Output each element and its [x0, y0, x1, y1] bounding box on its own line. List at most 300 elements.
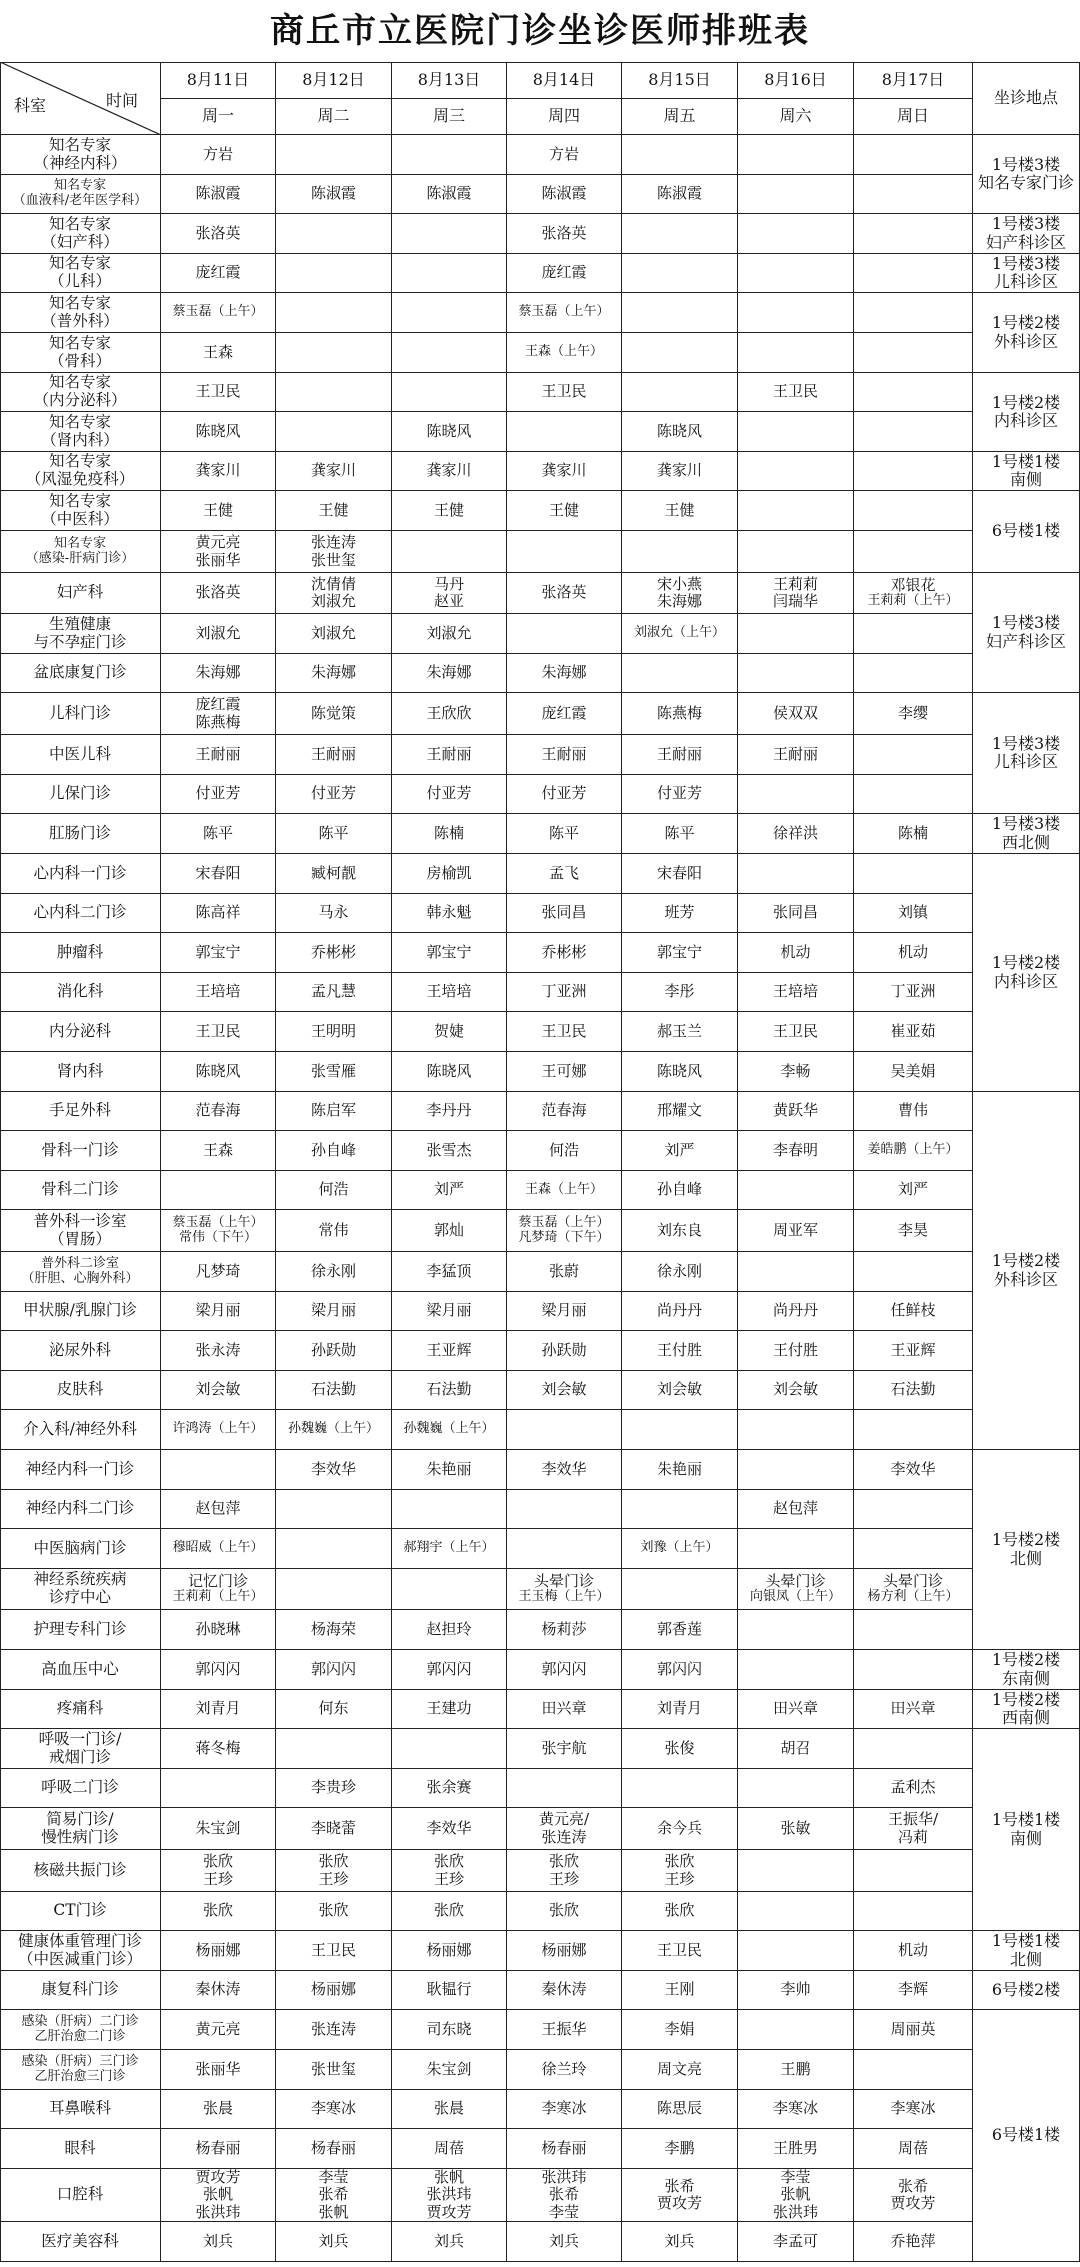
schedule-cell	[507, 2090, 622, 2129]
schedule-cell	[392, 1931, 507, 1971]
doctor-name: 张连涛	[541, 1827, 587, 1846]
schedule-cell	[622, 1450, 738, 1490]
doctor-name: 朱宝剑	[195, 1818, 241, 1837]
schedule-cell	[161, 2222, 276, 2262]
location-cell	[973, 1650, 1080, 1690]
doctor-name: 侯双双	[772, 703, 818, 722]
doctor-name: 刘豫（上午）	[640, 1540, 719, 1556]
doctor-name: 李寒冰	[310, 2099, 356, 2118]
schedule-cell	[161, 1292, 276, 1331]
doctor-name: 龚家川	[426, 461, 472, 480]
schedule-cell	[161, 1850, 276, 1892]
schedule-cell	[276, 1931, 392, 1971]
schedule-cell	[738, 614, 854, 654]
doctor-name: 头晕门诊	[882, 1571, 943, 1590]
doctor-name: 杨丽娜	[195, 1940, 241, 1959]
doctor-name: 张宇航	[541, 1738, 587, 1757]
schedule-cell	[738, 491, 854, 531]
doctor-name: 杨春丽	[541, 2138, 587, 2157]
schedule-cell	[161, 1371, 276, 1410]
schedule-cell	[507, 1931, 622, 1971]
schedule-cell	[854, 1690, 973, 1729]
schedule-cell	[854, 531, 973, 573]
schedule-cell	[738, 1769, 854, 1808]
department-name: CT门诊	[53, 1901, 107, 1920]
schedule-cell	[507, 573, 622, 614]
schedule-cell	[622, 1931, 738, 1971]
schedule-cell	[276, 1171, 392, 1210]
doctor-name: 李帅	[780, 1980, 811, 1999]
weekday-header: 周六	[738, 99, 854, 135]
doctor-name: 张帆	[318, 2202, 349, 2221]
location-cell	[973, 573, 1080, 693]
doctor-name: 王振华/	[887, 1810, 939, 1829]
doctor-name: 李效华	[541, 1459, 587, 1478]
schedule-cell	[161, 894, 276, 933]
schedule-cell	[622, 1850, 738, 1892]
doctor-name: 庞红霞	[195, 695, 241, 714]
department-cell	[0, 175, 161, 214]
schedule-cell	[161, 452, 276, 491]
schedule-cell	[392, 1292, 507, 1331]
doctor-name: 刘兵	[433, 2231, 464, 2250]
schedule-cell	[161, 293, 276, 333]
doctor-name: 李莹	[548, 2202, 579, 2221]
doctor-name: 王森	[202, 1140, 233, 1159]
department-name: （骨科）	[48, 351, 111, 370]
schedule-cell	[854, 1769, 973, 1808]
department-name: 疼痛科	[56, 1699, 104, 1718]
doctor-name: 头晕门诊	[533, 1571, 594, 1590]
doctor-name: 乔艳萍	[890, 2231, 936, 2250]
schedule-cell	[738, 1131, 854, 1171]
department-name: 呼吸二门诊	[41, 1778, 119, 1797]
schedule-cell	[161, 373, 276, 412]
doctor-name: 司东晓	[426, 2019, 472, 2038]
location-text: 西南侧	[1001, 1708, 1050, 1727]
schedule-cell	[622, 1892, 738, 1931]
doctor-name: 王森（上午）	[524, 344, 603, 360]
doctor-name: 张俊	[664, 1738, 695, 1757]
schedule-cell	[854, 1012, 973, 1052]
schedule-cell	[507, 491, 622, 531]
doctor-name: 张欣	[548, 1901, 579, 1920]
schedule-cell	[854, 1729, 973, 1769]
doctor-name: 郭宝宁	[426, 942, 472, 961]
location-text: 1号楼2楼	[991, 1650, 1061, 1670]
date-header: 8月15日	[622, 62, 738, 99]
schedule-cell	[392, 1171, 507, 1210]
doctor-name: 蔡玉磊（上午）	[172, 304, 264, 320]
doctor-name: 李缨	[897, 703, 928, 722]
location-cell	[973, 1690, 1080, 1729]
location-cell	[973, 293, 1080, 373]
doctor-name: 余今兵	[656, 1818, 702, 1837]
doctor-name: 冯莉	[897, 1827, 928, 1846]
schedule-cell	[392, 1131, 507, 1171]
doctor-name: 刘淑允	[426, 623, 472, 642]
schedule-cell	[276, 175, 392, 214]
schedule-cell	[738, 1331, 854, 1371]
schedule-cell	[392, 491, 507, 531]
schedule-cell	[622, 814, 738, 854]
date-header: 8月13日	[392, 62, 507, 99]
location-text: 1号楼1楼	[991, 1931, 1061, 1951]
department-cell	[0, 1450, 161, 1490]
schedule-cell	[276, 654, 392, 693]
doctor-name: 张希	[664, 2176, 695, 2195]
doctor-name: 张欣	[433, 1852, 464, 1871]
doctor-name: 陈淑霞	[310, 184, 356, 203]
doctor-name: 张希	[548, 2185, 579, 2204]
schedule-cell	[161, 531, 276, 573]
doctor-name: 乔彬彬	[310, 942, 356, 961]
schedule-cell	[738, 894, 854, 933]
location-text: 南侧	[1009, 470, 1042, 489]
doctor-name: 李贵珍	[310, 1778, 356, 1797]
schedule-cell	[507, 1331, 622, 1371]
doctor-name: 何浩	[548, 1140, 579, 1159]
schedule-cell	[161, 1729, 276, 1769]
schedule-cell	[738, 2129, 854, 2169]
location-text: 1号楼2楼	[991, 1530, 1061, 1550]
schedule-cell	[622, 854, 738, 894]
doctor-name: 刘青月	[656, 1699, 702, 1718]
location-cell	[973, 1092, 1080, 1450]
schedule-cell	[161, 1490, 276, 1529]
schedule-cell	[738, 1210, 854, 1252]
schedule-cell	[161, 2090, 276, 2129]
doctor-name: 王健	[318, 500, 349, 519]
department-name: 知名专家	[48, 412, 111, 431]
schedule-cell	[392, 1808, 507, 1850]
doctor-name: 崔亚茹	[890, 1021, 936, 1040]
doctor-name: 王珍	[202, 1869, 233, 1888]
schedule-cell	[622, 1171, 738, 1210]
weekday-header: 周一	[161, 99, 276, 135]
schedule-cell	[738, 1971, 854, 2010]
doctor-name: 李寒冰	[541, 2099, 587, 2118]
schedule-cell	[161, 1971, 276, 2010]
schedule-cell	[161, 2050, 276, 2090]
schedule-cell	[392, 1490, 507, 1529]
doctor-name: 尚丹丹	[772, 1301, 818, 1320]
doctor-name: 宋春阳	[656, 863, 702, 882]
schedule-cell	[392, 373, 507, 412]
doctor-name: 陈启军	[310, 1101, 356, 1120]
schedule-cell	[854, 214, 973, 254]
schedule-cell	[161, 933, 276, 973]
doctor-name: 韩永魁	[426, 903, 472, 922]
location-cell	[973, 373, 1080, 452]
schedule-cell	[392, 2169, 507, 2222]
doctor-name: 黄元亮	[195, 533, 241, 552]
doctor-name: 王莉莉（上午）	[172, 1589, 264, 1605]
schedule-cell	[276, 693, 392, 735]
doctor-name: 杨莉莎	[541, 1619, 587, 1638]
location-header: 坐诊地点	[973, 62, 1080, 135]
schedule-cell	[161, 1092, 276, 1131]
doctor-name: 陈楠	[897, 823, 928, 842]
doctor-name: 张欣	[202, 1901, 233, 1920]
schedule-cell	[392, 1529, 507, 1569]
doctor-name: 王玉梅（上午）	[518, 1589, 610, 1605]
doctor-name: 刘东良	[656, 1220, 702, 1239]
schedule-cell	[161, 2169, 276, 2222]
doctor-name: 赵担玲	[426, 1619, 472, 1638]
doctor-name: 付亚芳	[426, 784, 472, 803]
schedule-cell	[276, 614, 392, 654]
department-cell	[0, 854, 161, 894]
schedule-cell	[507, 1490, 622, 1529]
doctor-name: 张雪杰	[426, 1140, 472, 1159]
schedule-cell	[392, 573, 507, 614]
doctor-name: 李鹏	[664, 2138, 695, 2157]
schedule-cell	[507, 1210, 622, 1252]
doctor-name: 陈觉策	[310, 703, 356, 722]
schedule-cell	[622, 1769, 738, 1808]
location-text: 1号楼1楼	[991, 452, 1061, 471]
doctor-name: 张希	[897, 2176, 928, 2195]
schedule-cell	[738, 933, 854, 973]
location-text: 知名专家门诊	[977, 173, 1074, 192]
doctor-name: 张帆	[780, 2185, 811, 2204]
schedule-cell	[276, 933, 392, 973]
schedule-cell	[738, 2010, 854, 2050]
department-name: 诊疗中心	[48, 1588, 111, 1606]
schedule-cell	[507, 775, 622, 814]
department-name: 儿科门诊	[48, 703, 111, 722]
corner-header	[0, 62, 161, 135]
doctor-name: 张欣	[548, 1852, 579, 1871]
location-cell	[973, 2010, 1080, 2262]
doctor-name: 张丽华	[195, 550, 241, 569]
schedule-cell	[507, 373, 622, 412]
schedule-cell	[738, 654, 854, 693]
schedule-cell	[738, 2090, 854, 2129]
schedule-cell	[854, 1450, 973, 1490]
schedule-cell	[161, 175, 276, 214]
department-cell	[0, 1808, 161, 1850]
doctor-name: 张欣	[433, 1901, 464, 1920]
doctor-name: 付亚芳	[656, 784, 702, 803]
doctor-name: 穆昭威（上午）	[172, 1540, 264, 1556]
location-text: 6号楼1楼	[991, 521, 1061, 541]
schedule-cell	[854, 814, 973, 854]
schedule-cell	[392, 175, 507, 214]
schedule-cell	[622, 693, 738, 735]
doctor-name: 张欣	[318, 1901, 349, 1920]
department-cell	[0, 1131, 161, 1171]
doctor-name: 郭闪闪	[310, 1659, 356, 1678]
doctor-name: 张洪玮	[541, 2169, 587, 2187]
schedule-cell	[392, 2090, 507, 2129]
schedule-cell	[854, 1292, 973, 1331]
schedule-cell	[507, 2169, 622, 2222]
schedule-cell	[392, 1012, 507, 1052]
doctor-name: 机动	[780, 942, 811, 961]
schedule-cell	[276, 135, 392, 175]
schedule-cell	[276, 2090, 392, 2129]
department-cell	[0, 1252, 161, 1292]
doctor-name: 陈晓风	[656, 1061, 702, 1080]
doctor-name: 朱艳丽	[656, 1459, 702, 1478]
doctor-name: 王珍	[318, 1869, 349, 1888]
doctor-name: 张欣	[318, 1852, 349, 1871]
doctor-name: 赵亚	[433, 592, 464, 610]
doctor-name: 凡梦琦	[195, 1261, 241, 1280]
doctor-name: 赵包萍	[195, 1499, 241, 1518]
doctor-name: 李莹	[780, 2169, 811, 2187]
schedule-cell	[276, 1610, 392, 1650]
doctor-name: 郭宝宁	[195, 942, 241, 961]
department-cell	[0, 973, 161, 1012]
schedule-cell	[854, 894, 973, 933]
department-name: （内分泌科）	[33, 391, 127, 409]
schedule-cell	[276, 1529, 392, 1569]
doctor-name: 机动	[897, 942, 928, 961]
department-name: （感染-肝病门诊）	[25, 550, 135, 566]
schedule-cell	[276, 1131, 392, 1171]
department-name: 皮肤科	[56, 1380, 104, 1399]
department-cell	[0, 894, 161, 933]
doctor-name: 蔡玉磊（上午）	[518, 304, 610, 320]
department-cell	[0, 573, 161, 614]
doctor-name: 孟凡慧	[310, 982, 356, 1001]
location-text: 妇产科诊区	[985, 232, 1066, 252]
doctor-name: 耿韫行	[426, 1980, 472, 1999]
schedule-cell	[276, 1052, 392, 1092]
doctor-name: 周亚军	[772, 1220, 818, 1239]
department-cell	[0, 654, 161, 693]
schedule-cell	[738, 1729, 854, 1769]
department-name: 普外科一诊室	[33, 1211, 127, 1230]
doctor-name: 王森	[202, 342, 233, 361]
schedule-cell	[507, 1131, 622, 1171]
department-cell	[0, 1892, 161, 1931]
schedule-cell	[738, 814, 854, 854]
doctor-name: 刘兵	[548, 2231, 579, 2250]
location-text: 1号楼2楼	[991, 313, 1061, 333]
doctor-name: 郝翔宇（上午）	[403, 1540, 495, 1556]
department-cell	[0, 1850, 161, 1892]
doctor-name: 邓银花	[890, 575, 936, 594]
schedule-cell	[738, 1410, 854, 1450]
schedule-cell	[854, 135, 973, 175]
schedule-cell	[854, 1490, 973, 1529]
doctor-name: 张洛英	[541, 583, 587, 602]
location-text: 北侧	[1009, 1949, 1042, 1969]
schedule-cell	[622, 1690, 738, 1729]
schedule-cell	[161, 1131, 276, 1171]
schedule-cell	[276, 775, 392, 814]
schedule-cell	[622, 1331, 738, 1371]
doctor-name: 李猛顶	[426, 1261, 472, 1280]
schedule-cell	[738, 1529, 854, 1569]
doctor-name: 杨海荣	[310, 1619, 356, 1638]
schedule-cell	[622, 2050, 738, 2090]
schedule-cell	[738, 854, 854, 894]
department-name: （血液科/老年医学科）	[12, 193, 148, 208]
schedule-cell	[854, 1171, 973, 1210]
department-cell	[0, 1610, 161, 1650]
schedule-cell	[622, 452, 738, 491]
location-text: 1号楼1楼	[991, 1810, 1061, 1830]
schedule-cell	[854, 973, 973, 1012]
schedule-cell	[392, 2129, 507, 2169]
doctor-name: 石法勤	[890, 1380, 936, 1399]
schedule-cell	[392, 1092, 507, 1131]
location-cell	[973, 1971, 1080, 2010]
doctor-name: 张欣	[664, 1852, 695, 1871]
doctor-name: 王卫民	[541, 382, 587, 401]
location-text: 妇产科诊区	[985, 631, 1066, 651]
schedule-cell	[854, 412, 973, 452]
schedule-cell	[622, 2129, 738, 2169]
schedule-cell	[161, 1252, 276, 1292]
doctor-name: 杨春丽	[310, 2138, 356, 2157]
department-name: 康复科门诊	[41, 1980, 119, 1999]
schedule-cell	[738, 1808, 854, 1850]
schedule-cell	[738, 1650, 854, 1690]
location-text: 内科诊区	[993, 411, 1058, 430]
department-name: 普外科二诊室	[40, 1255, 119, 1271]
schedule-cell	[161, 693, 276, 735]
date-header: 8月14日	[507, 62, 622, 99]
doctor-name: 郭闪闪	[656, 1659, 702, 1678]
doctor-name: 张欣	[202, 1852, 233, 1871]
doctor-name: 丁亚洲	[541, 982, 587, 1001]
doctor-name: 王亚辉	[890, 1340, 936, 1359]
department-name: （风湿免疫科）	[25, 470, 135, 488]
schedule-cell	[507, 1371, 622, 1410]
doctor-name: 李效华	[426, 1818, 472, 1837]
schedule-cell	[507, 1410, 622, 1450]
schedule-cell	[622, 1410, 738, 1450]
department-cell	[0, 1092, 161, 1131]
schedule-cell	[622, 1052, 738, 1092]
schedule-cell	[738, 214, 854, 254]
schedule-cell	[392, 1331, 507, 1371]
department-cell	[0, 1729, 161, 1769]
location-text: 外科诊区	[993, 331, 1058, 351]
schedule-cell	[854, 1850, 973, 1892]
department-name: 知名专家	[53, 535, 106, 551]
doctor-name: 尚丹丹	[656, 1301, 702, 1320]
department-name: 骨科二门诊	[41, 1180, 119, 1199]
schedule-cell	[507, 412, 622, 452]
doctor-name: 刘镇	[897, 903, 928, 922]
schedule-cell	[161, 1650, 276, 1690]
doctor-name: 孟飞	[548, 863, 579, 882]
doctor-name: 闫瑞华	[772, 592, 818, 610]
schedule-cell	[854, 1410, 973, 1450]
doctor-name: 张洛英	[195, 223, 241, 242]
doctor-name: 王可娜	[541, 1061, 587, 1080]
schedule-cell	[392, 412, 507, 452]
location-text: 1号楼2楼	[991, 1251, 1061, 1271]
schedule-cell	[276, 1569, 392, 1610]
schedule-cell	[622, 1971, 738, 2010]
schedule-cell	[738, 735, 854, 775]
schedule-cell	[854, 1210, 973, 1252]
weekday-header: 周五	[622, 99, 738, 135]
doctor-name: 王耐丽	[310, 744, 356, 763]
schedule-cell	[854, 614, 973, 654]
doctor-name: 臧柯靓	[310, 863, 356, 882]
schedule-cell	[622, 1252, 738, 1292]
schedule-cell	[622, 1808, 738, 1850]
